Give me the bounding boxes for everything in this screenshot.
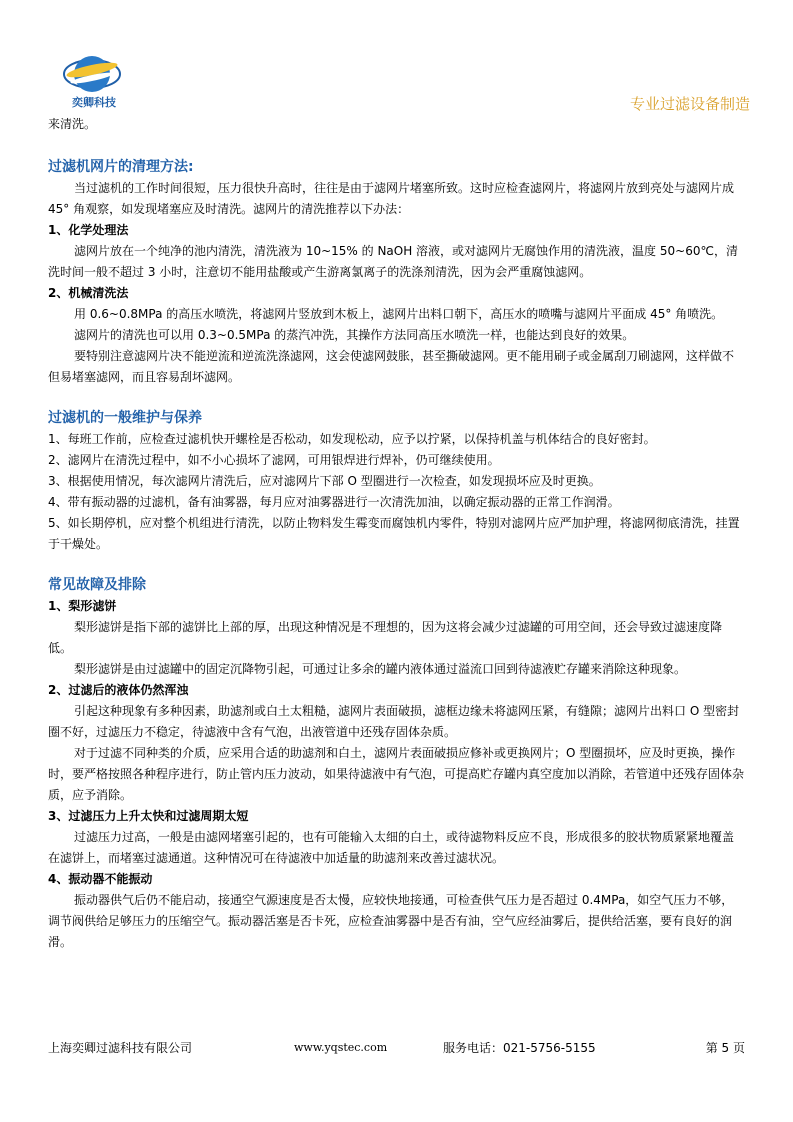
footer-company: 上海奕卿过滤科技有限公司: [48, 1041, 193, 1055]
logo-text: 奕卿科技: [72, 96, 116, 109]
subheading-chemical: 1、化学处理法: [48, 223, 129, 237]
header-tagline: 专业过滤设备制造: [629, 95, 750, 113]
paragraph: 要特别注意滤网片决不能逆流和逆流洗涤滤网，这会使滤网鼓胀，甚至撕破滤网。更不能用刷子或金属刮刀刷滤网，这样做不但易堵塞滤网，而且容易刮坏滤网。: [48, 349, 735, 384]
subheading-pear-cake: 1、梨形滤饼: [48, 599, 117, 613]
footer-phone: 服务电话：021-5756-5155: [443, 1041, 596, 1055]
subheading-turbid-liquid: 2、过滤后的液体仍然浑浊: [48, 683, 189, 697]
paragraph: 滤网片放在一个纯净的池内清洗，清洗液为 10~15% 的 NaOH 溶液，或对滤网片无腐蚀作用的清洗液，温度 50~60℃，清洗时间一般不超过 3 小时，注意切不能用盐酸或产生游离氯离子的洗涤剂清洗，因为会严重腐蚀滤网。: [48, 244, 738, 279]
paragraph: 当过滤机的工作时间很短，压力很快升高时，往往是由于滤网片堵塞所致。这时应检查滤网片，将滤网片放到亮处与滤网片成 45° 角观察，如发现堵塞应及时清洗。滤网片的清洗推荐以下办法：: [48, 181, 735, 216]
paragraph: 过滤压力过高，一般是由滤网堵塞引起的，也有可能输入太细的白土，或待滤物料反应不良，形成很多的胶状物质紧紧地覆盖在滤饼上，而堵塞过滤通道。这种情况可在待滤液中加适量的助滤剂来改善过滤状况。: [48, 830, 735, 865]
paragraph: 用 0.6~0.8MPa 的高压水喷洗，将滤网片竖放到木板上，滤网片出料口朝下，高压水的喷嘴与滤网片平面成 45° 角喷洗。: [74, 307, 724, 321]
paragraph: 梨形滤饼是指下部的滤饼比上部的厚，出现这种情况是不理想的，因为这将会减少过滤罐的可用空间，还会导致过滤速度降低。: [48, 620, 723, 655]
paragraph: 对于过滤不同种类的介质，应采用合适的助滤剂和白土，滤网片表面破损应修补或更换网片；O 型圈损坏，应及时更换，操作时，要严格按照各种程序进行，防止管内压力波动，如果待滤液中有气泡，可提高贮存罐内真空度加以消除，若管道中还残存固体杂质，应予消除。: [48, 746, 745, 802]
page-header: [0, 0, 793, 120]
list-item: 4、带有振动器的过滤机，备有油雾器，每月应对油雾器进行一次清洗加油，以确定振动器的正常工作润滑。: [48, 495, 620, 509]
subheading-pressure-rise: 3、过滤压力上升太快和过滤周期太短: [48, 809, 249, 823]
section-title-cleaning: 过滤机网片的清理方法:: [48, 159, 194, 175]
document-body: [48, 114, 745, 953]
footer-url: www.yqstec.com: [294, 1041, 388, 1054]
footer-page-number: 第 5 页: [705, 1041, 745, 1055]
paragraph: 振动器供气后仍不能启动，接通空气源速度是否太慢，应较快地接通，可检查供气压力是否超过 0.4MPa，如空气压力不够，调节阀供给足够压力的压缩空气。振动器活塞是否卡死，应检查油雾器中是否有油，空气应经油雾后，提供给活塞，要有良好的润滑。: [48, 893, 734, 949]
paragraph: 滤网片的清洗也可以用 0.3~0.5MPa 的蒸汽冲洗，其操作方法同高压水喷洗一样，也能达到良好的效果。: [74, 328, 635, 342]
list-item: 1、每班工作前，应检查过滤机快开螺栓是否松动，如发现松动，应予以拧紧，以保持机盖与机体结合的良好密封。: [48, 432, 656, 446]
intro-text: 来清洗。: [48, 117, 97, 131]
section-title-maintenance: 过滤机的一般维护与保养: [48, 410, 202, 426]
section-title-troubleshooting: 常见故障及排除: [48, 577, 146, 593]
list-item: 3、根据使用情况，每次滤网片清洗后，应对滤网片下部 O 型圈进行一次检查，如发现损坏应及时更换。: [48, 474, 601, 488]
list-item: 5、如长期停机，应对整个机组进行清洗，以防止物料发生霉变而腐蚀机内零件，特别对滤网片应严加护理，将滤网彻底清洗，挂置于干燥处。: [48, 516, 740, 551]
subheading-vibrator: 4、振动器不能振动: [48, 872, 153, 886]
list-item: 2、滤网片在清洗过程中，如不小心损坏了滤网，可用银焊进行焊补，仍可继续使用。: [48, 453, 500, 467]
subheading-mechanical: 2、机械清洗法: [48, 286, 129, 300]
paragraph: 引起这种现象有多种因素，助滤剂或白土太粗糙，滤网片表面破损，滤框边缘未将滤网压紧，有缝隙；滤网片出料口 O 型密封圈不好，过滤压力不稳定，待滤液中含有气泡，出液管道中还残存固体杂质。: [48, 704, 740, 739]
paragraph: 梨形滤饼是由过滤罐中的固定沉降物引起，可通过让多余的罐内液体通过溢流口回到待滤液贮存罐来消除这种现象。: [74, 662, 687, 676]
